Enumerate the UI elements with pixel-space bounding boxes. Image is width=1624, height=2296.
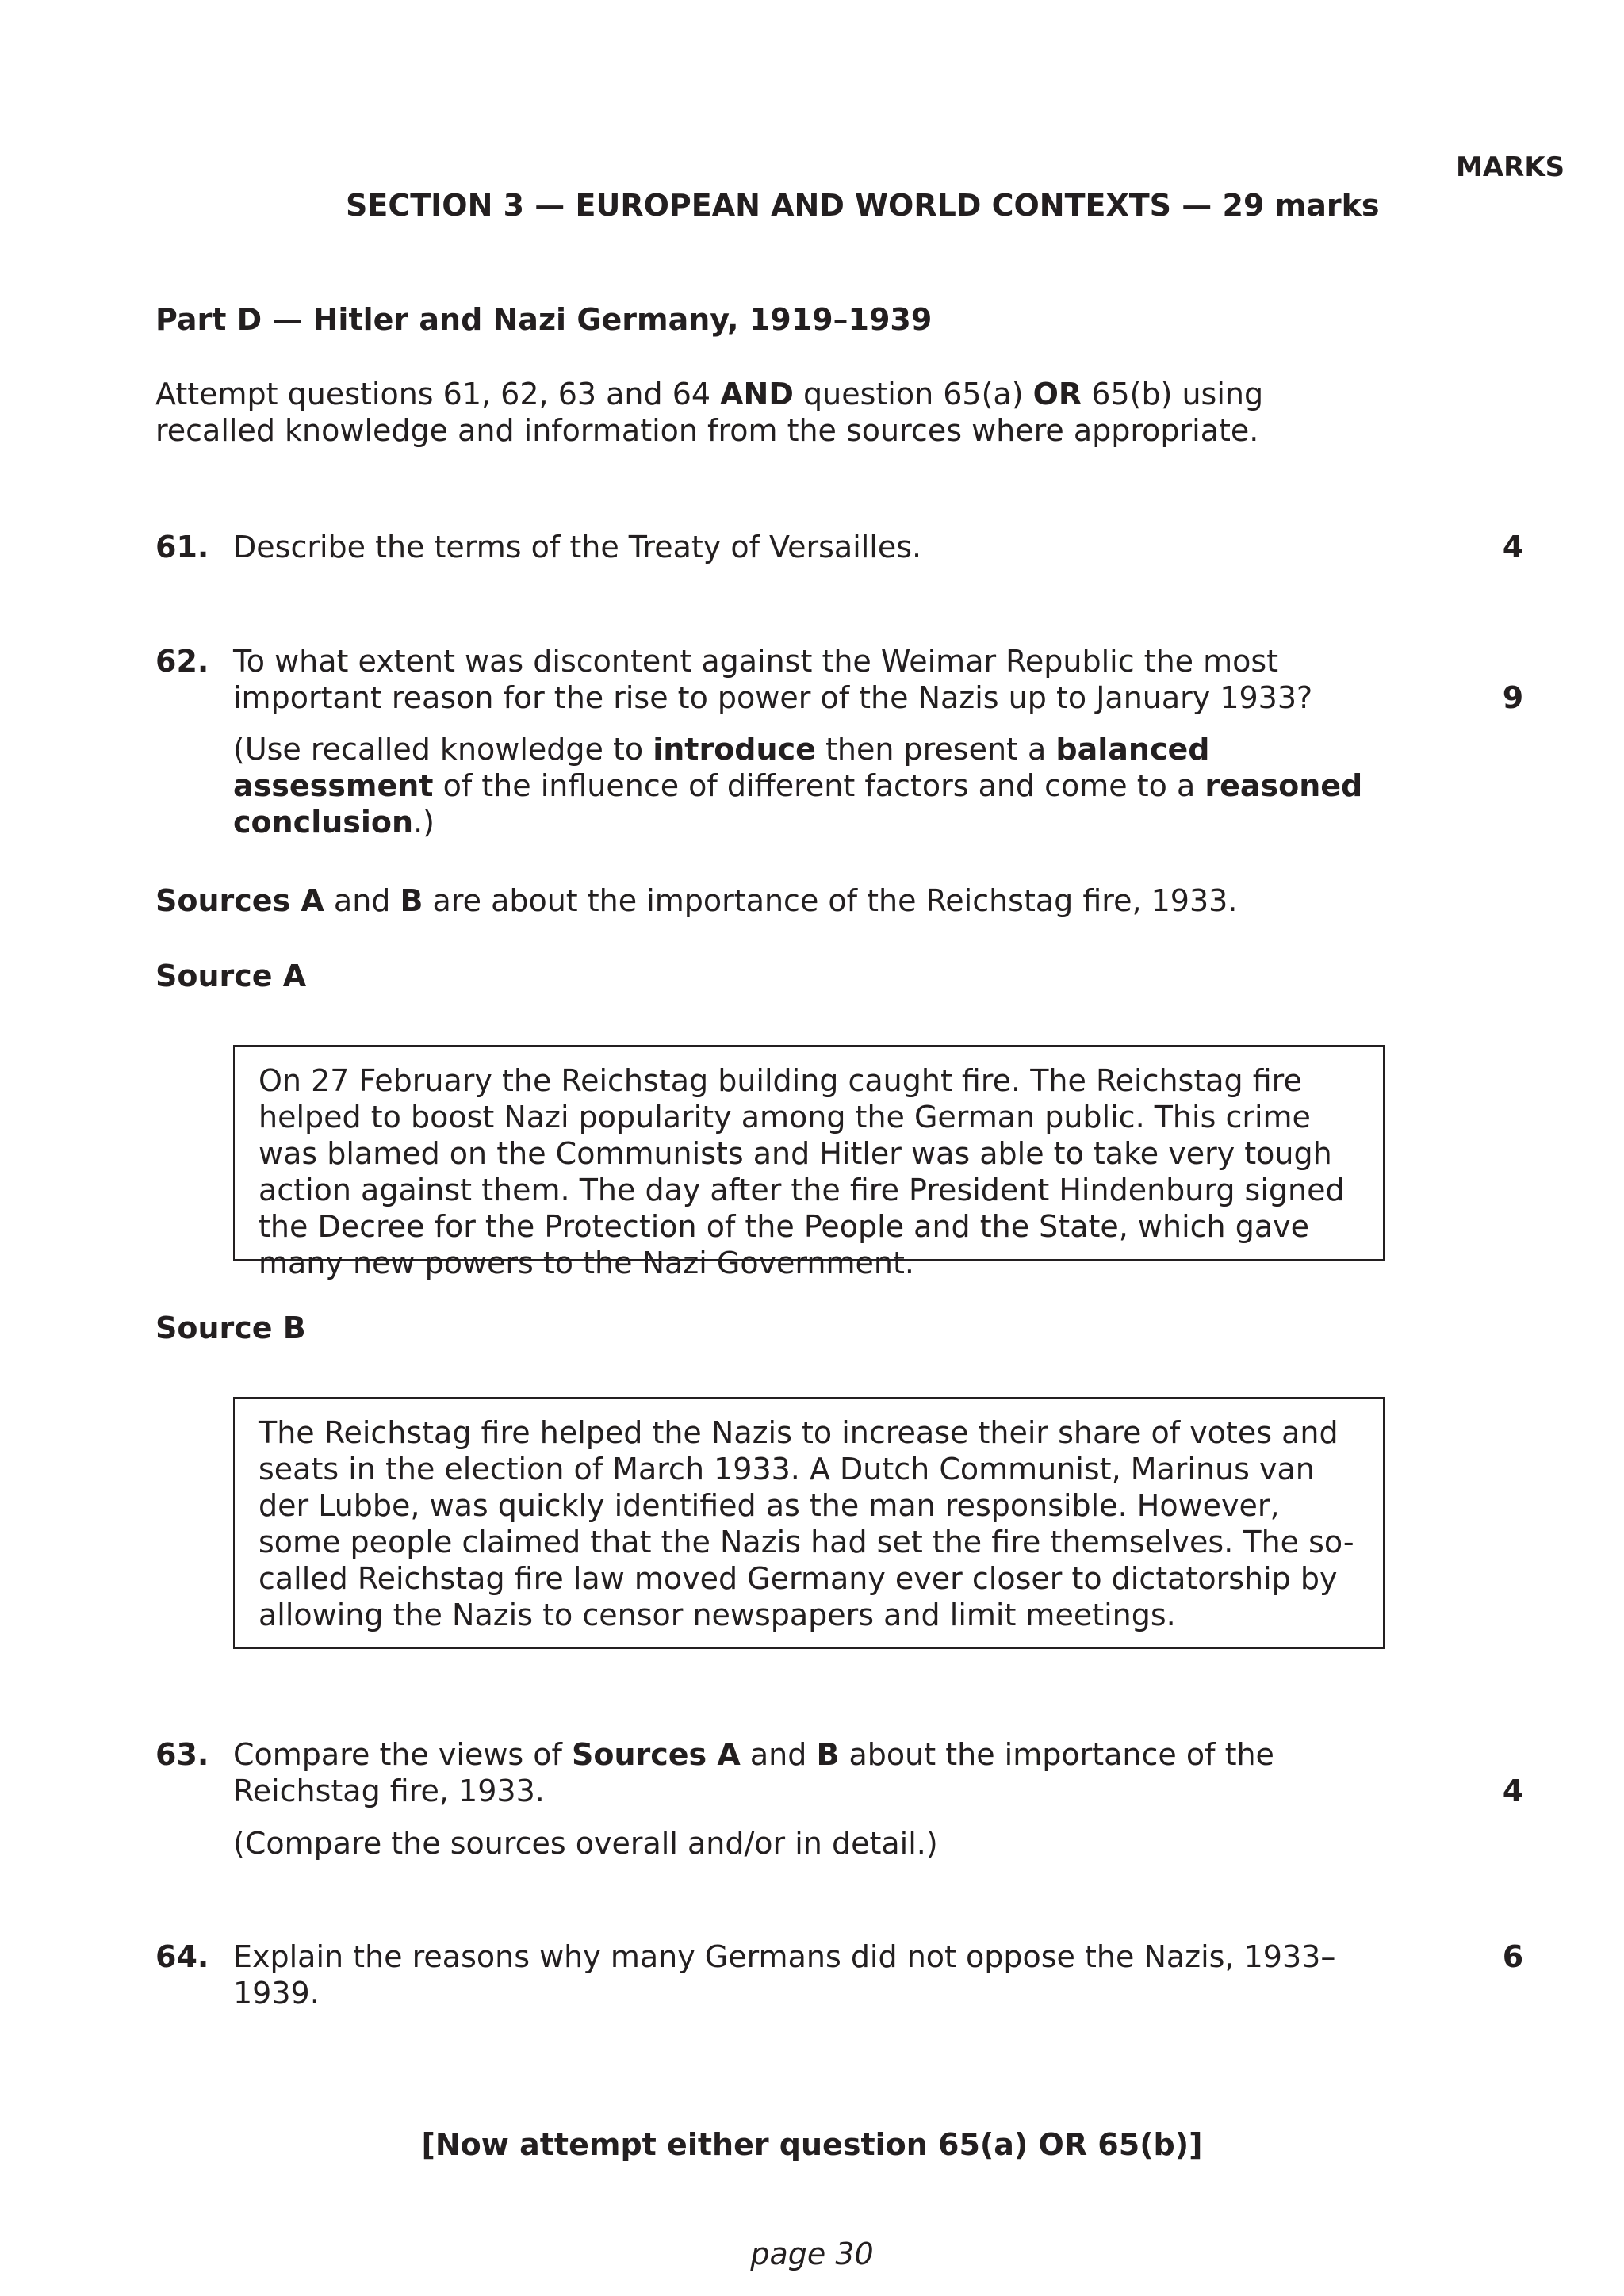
question-63-text: Compare the views of Sources A and B about the importance of the Reichstag fire, 1933. <box>233 1737 1274 1808</box>
question-61-text: Describe the terms of the Treaty of Versailles. <box>233 530 922 564</box>
question-63-guidance: (Compare the sources overall and/or in detail.) <box>233 1826 938 1861</box>
source-b-text: The Reichstag fire helped the Nazis to increase their share of votes and seats in the election of March 1933. A Dutch Communist, Marinus van der Lubbe, was quickly identified as the man responsible. However, some people claimed that the Nazis had set the fire themselves. The so-called Reichstag fire law moved Germany ever closer to dictatorship by allowing the Nazis to censor newspapers and limit meetings. <box>259 1415 1354 1632</box>
page-number: page 30 <box>750 2237 874 2271</box>
source-a-text: On 27 February the Reichstag building caught fire. The Reichstag fire helped to boost Nazi popularity among the German public. This crime was blamed on the Communists and Hitler was able to take very tough action against them. The day after the fire President Hindenburg signed the Decree for the Protection of the People and the State, which gave many new powers to the Nazi Government. <box>259 1063 1345 1280</box>
question-64-number: 64. <box>155 1939 209 1974</box>
sources-intro: Sources A and B are about the importance of the Reichstag fire, 1933. <box>155 883 1238 918</box>
question-61-marks: 4 <box>1502 530 1524 564</box>
question-64-text: Explain the reasons why many Germans did not oppose the Nazis, 1933–1939. <box>233 1939 1336 2011</box>
marks-column-header: MARKS <box>1456 151 1565 183</box>
question-62-number: 62. <box>155 644 209 679</box>
question-62-marks: 9 <box>1502 680 1524 715</box>
part-title: Part D — Hitler and Nazi Germany, 1919–1939 <box>155 302 933 337</box>
next-question-instruction: [Now attempt either question 65(a) OR 65(b)] <box>421 2127 1203 2162</box>
question-62-text: To what extent was discontent against the Weimar Republic the most important reason for the rise to power of the Nazis up to January 1933? <box>233 644 1313 715</box>
section-title: SECTION 3 — EUROPEAN AND WORLD CONTEXTS — 29 marks <box>346 188 1380 223</box>
question-63-number: 63. <box>155 1737 209 1772</box>
source-a-box <box>233 1045 1385 1280</box>
source-b-label: Source B <box>155 1311 306 1345</box>
part-instructions: Attempt questions 61, 62, 63 and 64 AND question 65(a) OR 65(b) using recalled knowledge and information from the sources where appropriate. <box>155 377 1264 448</box>
source-b-box <box>233 1397 1385 1649</box>
source-a-label: Source A <box>155 959 307 993</box>
question-62-guidance: (Use recalled knowledge to introduce then present a balanced assessment of the influence of different factors and come to a reasoned conclusion.) <box>233 732 1363 840</box>
question-64-marks: 6 <box>1502 1939 1524 1974</box>
question-63-marks: 4 <box>1502 1774 1524 1808</box>
question-61-number: 61. <box>155 530 209 564</box>
